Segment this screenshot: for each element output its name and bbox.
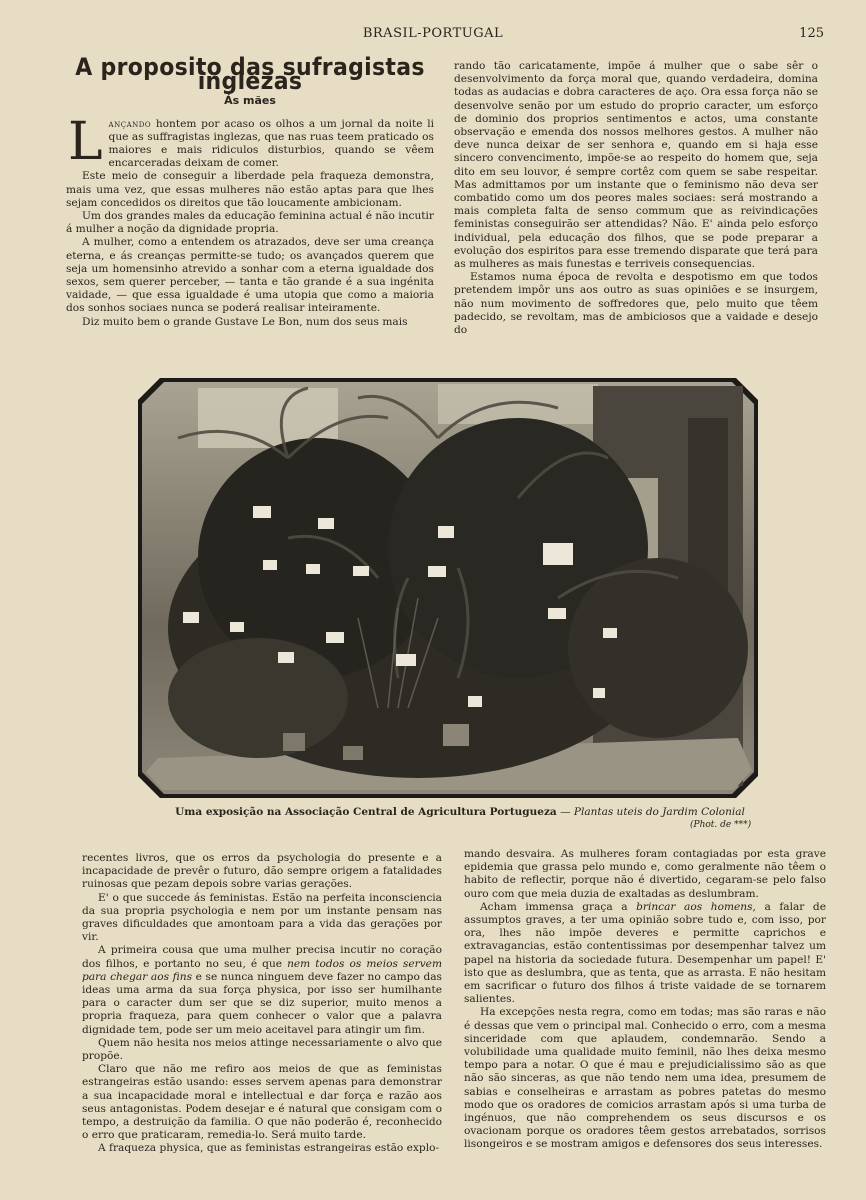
lead-text: hontem por acaso os olhos a um jornal da noite li que as suffragistas inglezas, que nas ruas teem praticado os maiores e mais ridiculos disturbios, quando se vêem encarceradas deixam de comer. bbox=[108, 117, 434, 170]
paragraph: Diz muito bem o grande Gustave Le Bon, num dos seus mais bbox=[82, 315, 408, 328]
paragraph: Quem não hesita nos meios attinge necessariamente o alvo que propõe. bbox=[82, 1036, 442, 1063]
lead-paragraph bbox=[66, 111, 434, 172]
emphasis: nem todos os meios servem para chegar aos fins bbox=[82, 957, 442, 983]
caption-description: — Plantas uteis do Jardim Colonial bbox=[556, 806, 745, 818]
lead-smallcaps: ançando bbox=[108, 117, 152, 130]
running-title: BRASIL-PORTUGAL bbox=[362, 26, 504, 41]
text-run: Acham immensa graça a bbox=[480, 900, 637, 913]
paragraph-with-emphasis bbox=[82, 944, 442, 1036]
article-subtitle: Ás mães bbox=[224, 94, 276, 108]
page-number: 125 bbox=[799, 26, 824, 41]
paragraph: Estamos numa época de revolta e despotismo em que todos pretendem impôr uns aos outro as suas opiniões e se insurgem, não num movimento de soffredores que, pelo muito que têem padecido, se revoltam, mas de ambiciosos que a vaidade e desejo do bbox=[454, 271, 818, 337]
column-top-left bbox=[66, 54, 434, 329]
column-bottom-left bbox=[82, 852, 442, 1156]
paragraph: A mulher, como a entendem os atrazados, deve ser uma creança eterna, e ás creanças permitte-se tudo; os avançados querem que seja um homensinho atrevido a sonhar com a eterna igualdade dos sexos, sem querer perceber, — tanta e tão grande é a sua ingénita vaidade, — que essa igualdade é uma utopia que como a maioria dos sonhos sociaes nunca se poderá realisar inteiramente. bbox=[66, 236, 434, 315]
text-run: e se nunca ninguem deve fazer no campo das ideas uma arma da sua força physica, por isso ser humilhante para o caracter dum ser que se diz superior, muito menos a propria fraqueza, para quem conhecer o valor que a palavra dignidade tem, pode ser um meio aceitavel para atingir um fim. bbox=[82, 970, 442, 1036]
paragraph: mando desvaira. As mulheres foram contagiadas por esta grave epidemia que grassa pelo mundo e, como geralmente não têem o habito de reflectir, porque não é divertido, cegaram-se pelo falso ouro com que meia duzia de exaltadas as deslumbram. bbox=[464, 848, 826, 900]
drop-cap: L bbox=[68, 111, 103, 172]
paragraph: Este meio de conseguir a liberdade pela fraqueza demonstra, mais uma vez, que essas mulheres não estão aptas para que lhes sejam concedidos os direitos que tão loucamente ambicionam. bbox=[66, 170, 434, 209]
paragraph-with-emphasis bbox=[464, 901, 826, 1007]
emphasis: brincar aos homens bbox=[636, 900, 753, 913]
exhibition-photograph bbox=[138, 378, 758, 798]
column-bottom-right bbox=[464, 848, 826, 1152]
paragraph: rando tão caricatamente, impõe á mulher que o sabe sêr o desenvolvimento da força moral que, quando verdadeira, domina todas as audacias e dobra caracteres de aço. Ora essa força não se desenvolve senão por um estudo do proprio caracter, um esforço de dominio dos proprios sentimentos e actos, uma constante observação e emenda dos nossos melhores gestos. A mulher não deve nunca deixar de ser senhora e, quando em si haja esse sincero convencimento, impõe-se ao respeito do homem que, seja dito em seu louvor, é sempre cortêz com quem se sabe respeitar. Mas admittamos por um instante que o feminismo não deva ser combatido como um dos peores males sociaes: será mostrando a mais completa falta de senso commum que as reivindicações feministas conseguirão ser attendidas? Não. E' ainda pelo esforço individual, pela educação dos filhos, que se pode preparar a evolução dos espiritos para esse tremendo disparate que terá para as mulheres as mais funestas e terriveis consequencias. bbox=[454, 60, 818, 271]
paragraph: Um dos grandes males da educação feminina actual é não incutir á mulher a noção da dignidade propria. bbox=[66, 210, 434, 236]
column-top-right bbox=[454, 60, 818, 337]
article-title: A proposito das sufragistas inglezas bbox=[75, 54, 425, 96]
text-run: A primeira cousa que uma mulher precisa incutir no coração dos filhos, e portanto no seu, é que bbox=[82, 944, 442, 970]
paragraph: A fraqueza physica, que as feministas estrangeiras estão explo- bbox=[98, 1142, 440, 1155]
paragraph: Ha excepções nesta regra, como em todas; mas são raras e não é dessas que vem o principal mal. Conhecido o erro, com a mesma sinceridade com que aplaudem, condemnarão. Sendo a volubilidade uma qualidade muito feminil, não lhes deixa mesmo tempo para a notar. O que é mau e prejudicialissimo são as que não são sinceras, as que não tendo nem uma idea, presumem de sabias e conselheiras e arrastam as pobres patetas do mesmo modo que os oradores de comicios arrastam após si uma turba de ingénuos, que não comprehendem os seus discursos e os ovacionam porque os oradores têem gestos arrebatados, sorrisos lisongeiros e se mostram amigos e defensores dos seus interesses. bbox=[464, 1006, 826, 1151]
paragraph: recentes livros, que os erros da psychologia do presente e a incapacidade de prevêr o futuro, dão sempre origem a fatalidades ruinosas que pezam depois sobre varias gerações. bbox=[82, 852, 442, 891]
photo-credit: (Phot. de ***) bbox=[690, 820, 752, 830]
photo-caption bbox=[160, 806, 760, 818]
paragraph: E' o que succede ás feministas. Estão na perfeita inconsciencia da sua propria psychologia e nem por um instante pensam nas graves dificuldades que amontoam para a vida das gerações por vir. bbox=[82, 891, 442, 944]
caption-title: Uma exposição na Associação Central de Agricultura Portugueza bbox=[175, 806, 557, 818]
text-run: , a falar de assumptos graves, a ter uma opinião sobre tudo e, com isso, por ora, lhes não impõe deveres e permitte caprichos e extravagancias, estão contentissimas por desempenhar talvez um papel na historia da sociedade futura. Desempenhar um papel! E' isto que as deslumbra, que as tenta, que as arrasta. E não hesitam em sacrificar o futuro dos filhos á triste vaidade de se tornarem salientes. bbox=[464, 900, 826, 1006]
paragraph: Claro que não me refiro aos meios de que as feministas estrangeiras estão usando: esses servem apenas para demonstrar a sua incapacidade moral e intellectual e dar força e razão aos seus antagonistas. Podem desejar e é natural que consigam com o tempo, a destruição da familia. O que não poderão é, reconhecido o erro que praticaram, remedia-lo. Será muito tarde. bbox=[82, 1063, 442, 1142]
